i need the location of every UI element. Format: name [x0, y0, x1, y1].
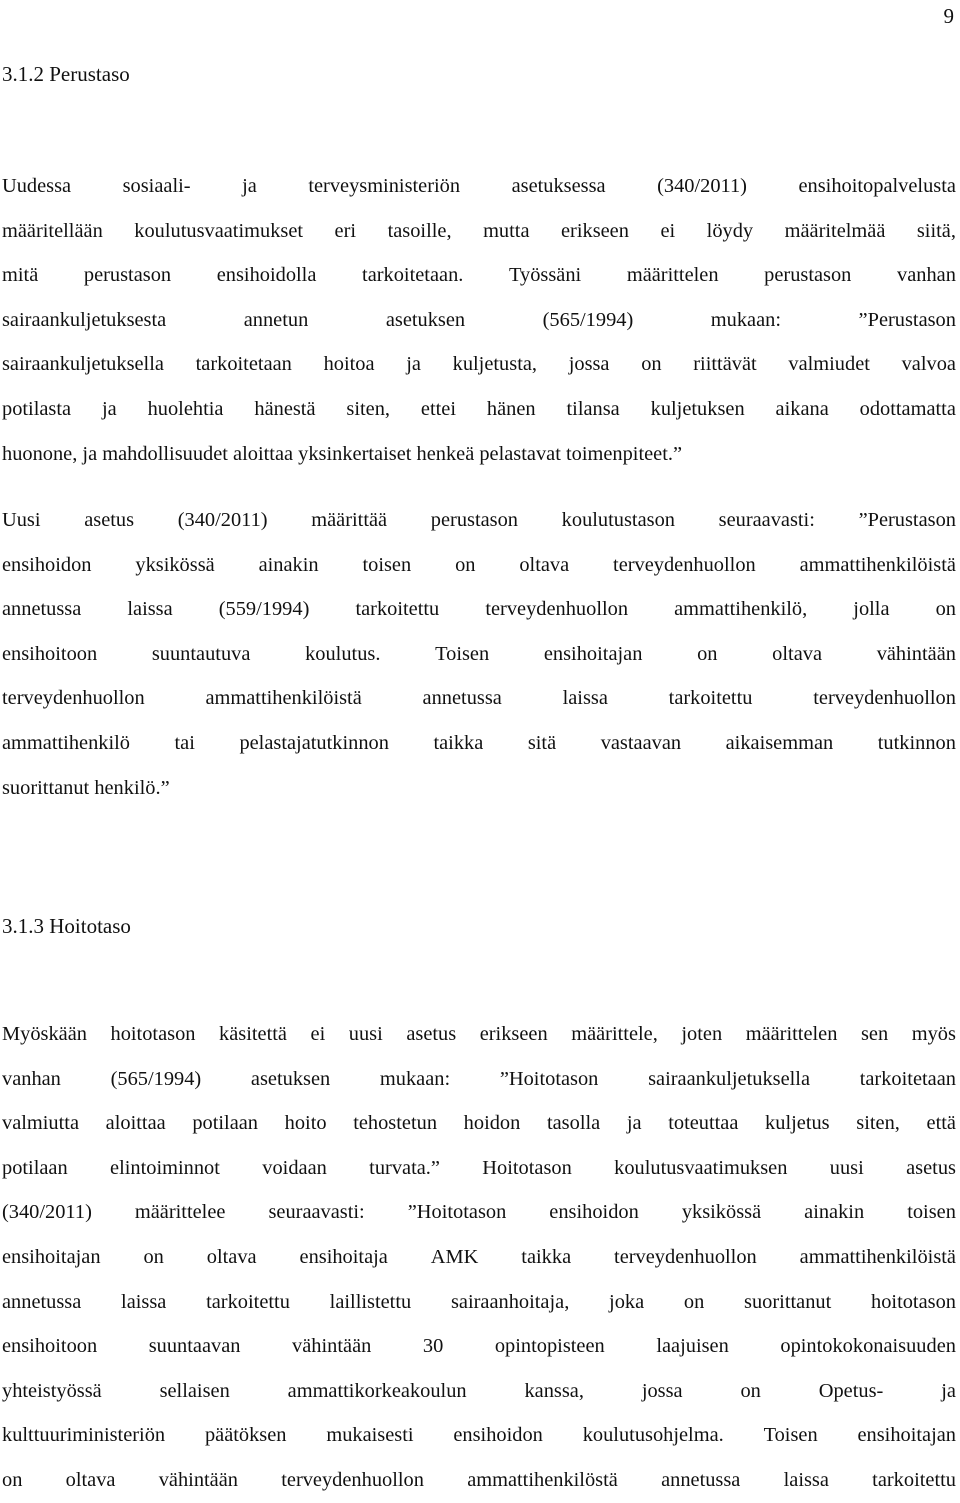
word: ainakin [258, 553, 319, 576]
text-line [2, 209, 956, 254]
word: sen [860, 1023, 889, 1045]
word: ”Perustason [858, 308, 956, 331]
word: oltava [772, 642, 822, 665]
word: vanhan [2, 1067, 61, 1090]
text-line [2, 164, 956, 209]
word: hoitotason [871, 1290, 956, 1313]
word: toisen [362, 553, 412, 576]
word: ensihoitajan [543, 642, 643, 665]
text-line: huonone, ja mahdollisuudet aloittaa yksinkertaiset henkeä pelastavat toimenpiteet.” [2, 442, 683, 465]
text-line [2, 1012, 956, 1057]
word: mukaan: [710, 308, 782, 331]
word: taikka [521, 1245, 572, 1268]
text-line [2, 587, 956, 632]
word: vähintään [158, 1468, 238, 1491]
word: koulutus. [305, 642, 381, 665]
paragraph-hoitotaso [2, 1012, 956, 1503]
word: hoitoa [323, 353, 375, 376]
word: laajuisen [656, 1335, 729, 1358]
word: hänen [486, 397, 536, 420]
word: sitä [527, 731, 557, 754]
word: ”Hoitotason [407, 1201, 507, 1224]
word: hoito [284, 1112, 327, 1135]
word: ja [406, 353, 421, 376]
word: asetuksen [250, 1067, 331, 1090]
word: suuntaavan [148, 1335, 241, 1358]
word: ei [660, 219, 676, 242]
word: terveysministeriön [308, 175, 461, 197]
word: tarkoitetaan [195, 353, 292, 376]
text-line [2, 1369, 956, 1414]
word: tarkoitetaan. [362, 264, 464, 287]
word: laissa [562, 687, 608, 710]
word: tai [174, 731, 195, 754]
word: ensihoitajan [2, 1245, 101, 1268]
text-line [2, 1057, 956, 1102]
word: vastaavan [600, 731, 682, 754]
word: Opetus- [818, 1379, 884, 1402]
word: sairaankuljetuksella [2, 353, 164, 376]
word: perustason [83, 264, 172, 287]
word: voidaan [262, 1156, 327, 1179]
word: ei [310, 1023, 326, 1045]
word: (340/2011) [657, 175, 747, 197]
word: ja [242, 175, 257, 197]
word: taikka [433, 731, 484, 754]
word: Toisen [435, 642, 490, 665]
word: hänestä [254, 397, 316, 420]
word: käsitettä [219, 1023, 287, 1045]
word: terveydenhuollon [2, 687, 145, 710]
word: kulttuuriministeriön [2, 1424, 166, 1447]
text-line [2, 676, 956, 721]
word: siten, [856, 1112, 900, 1135]
word: terveydenhuollon [614, 1245, 757, 1268]
text-line [2, 1413, 956, 1458]
word: ammattihenkilöstä [467, 1468, 618, 1491]
word: että [926, 1112, 956, 1135]
word: huolehtia [147, 397, 224, 420]
word: potilasta [2, 397, 72, 420]
word: odottamatta [859, 397, 956, 420]
word: sosiaali- [122, 175, 191, 197]
word: ensihoidon [453, 1424, 543, 1447]
word: joka [609, 1290, 645, 1313]
word: annetun [243, 308, 309, 331]
word: AMK [430, 1245, 479, 1268]
word: tarkoitettu [206, 1290, 290, 1313]
word: erikseen [561, 219, 629, 242]
word: määrittelen [626, 264, 719, 287]
word: on [641, 353, 662, 376]
text-line: suorittanut henkilö.” [2, 776, 170, 799]
word: terveydenhuollon [813, 687, 956, 710]
word: Myöskään [2, 1023, 87, 1045]
word: seuraavasti: [268, 1201, 365, 1224]
word: sellaisen [159, 1379, 230, 1402]
word: ainakin [804, 1201, 865, 1224]
word: tarkoitettu [668, 687, 753, 710]
word: (340/2011) [177, 509, 268, 531]
word: Työssäni [509, 264, 582, 287]
word: on [143, 1245, 164, 1268]
word: kuljetus [765, 1112, 830, 1135]
word: valmiudet [788, 353, 870, 376]
word: siten, [346, 397, 391, 420]
word: määrittää [311, 509, 388, 531]
text-line [2, 253, 956, 298]
word: valmiutta [2, 1112, 80, 1135]
word: joten [681, 1023, 723, 1045]
word: toteuttaa [668, 1112, 739, 1135]
word: ”Hoitotason [499, 1067, 599, 1090]
word: terveydenhuollon [485, 598, 629, 621]
word: vähintään [876, 642, 956, 665]
word: on [2, 1468, 23, 1491]
word: (565/1994) [110, 1067, 202, 1090]
paragraph-perustaso-training [2, 498, 956, 810]
word: suorittanut [744, 1290, 832, 1313]
word: asetuksessa [511, 175, 606, 197]
word: (340/2011) [2, 1201, 92, 1224]
word: ammattihenkilöistä [799, 1245, 956, 1268]
word: turvata.” [369, 1156, 440, 1179]
word: terveydenhuollon [613, 553, 756, 576]
text-line [2, 543, 956, 588]
word: jolla [853, 598, 890, 621]
word: annetussa [422, 687, 502, 710]
word: uusi [829, 1156, 864, 1179]
text-line [2, 1146, 956, 1191]
word: jossa [641, 1379, 683, 1402]
word: on [697, 642, 718, 665]
word: vanhan [897, 264, 956, 287]
word: ettei [420, 397, 457, 420]
word: opintopisteen [494, 1335, 605, 1358]
word: mitä [2, 264, 39, 287]
word: annetussa [2, 1290, 82, 1313]
word: hoidon [463, 1112, 521, 1135]
word: elintoiminnot [110, 1156, 220, 1179]
word: määritellään [2, 219, 103, 242]
word: myös [911, 1023, 956, 1045]
word: on [935, 598, 956, 621]
word: asetus [84, 509, 135, 531]
word: on [740, 1379, 761, 1402]
word: tasoille, [387, 219, 452, 242]
word: (559/1994) [218, 598, 310, 621]
text-line [2, 1280, 956, 1325]
word: ammattikorkeakoulun [287, 1379, 467, 1402]
word: ammattihenkilöistä [205, 687, 362, 710]
text-line [2, 498, 956, 543]
word: tarkoitettu [872, 1468, 956, 1491]
word: kanssa, [524, 1379, 584, 1402]
word: laissa [783, 1468, 829, 1491]
word: seuraavasti: [718, 509, 815, 531]
word: valvoa [901, 353, 956, 376]
text-line [2, 1101, 956, 1146]
word: ensihoidolla [216, 264, 317, 287]
word: tutkinnon [877, 731, 956, 754]
word: yksikössä [681, 1201, 762, 1224]
text-line [2, 342, 956, 387]
text-line [2, 632, 956, 677]
word: asetus [906, 1156, 956, 1179]
section-heading-hoitotaso: 3.1.3 Hoitotaso [2, 914, 131, 938]
word: ammattihenkilö [2, 731, 130, 754]
word: pelastajatutkinnon [239, 731, 389, 754]
word: koulutusvaatimukset [134, 219, 304, 242]
word: ja [941, 1379, 956, 1402]
word: määritelmää [784, 219, 886, 242]
word: kuljetuksen [650, 397, 745, 420]
word: tasolla [546, 1112, 601, 1135]
word: tarkoitettu [355, 598, 440, 621]
word: on [683, 1290, 705, 1313]
word: Hoitotason [482, 1156, 572, 1179]
text-line [2, 721, 956, 766]
word: toisen [907, 1201, 956, 1224]
word: vähintään [292, 1335, 372, 1358]
word: potilaan [2, 1156, 68, 1179]
word: ja [626, 1112, 642, 1135]
word: oltava [206, 1245, 257, 1268]
word: päätöksen [204, 1424, 287, 1447]
word: koulutusvaatimuksen [614, 1156, 788, 1179]
word: (565/1994) [542, 308, 634, 331]
text-line [2, 298, 956, 343]
word: määrittelen [745, 1023, 838, 1045]
word: perustason [430, 509, 518, 531]
text-line [2, 1190, 956, 1235]
word: jossa [568, 353, 610, 376]
word: hoitotason [110, 1023, 196, 1045]
word: kuljetusta, [452, 353, 538, 376]
word: siitä, [916, 219, 956, 242]
word: määrittelee [134, 1201, 226, 1224]
word: Uudessa [2, 175, 72, 197]
word: ensihoitaja [299, 1245, 388, 1268]
text-line [2, 387, 956, 432]
word: ensihoidon [2, 553, 92, 576]
word: aloittaa [105, 1112, 166, 1135]
word: eri [334, 219, 357, 242]
word: sairaanhoitaja, [450, 1290, 570, 1313]
word: ensihoitajan [857, 1424, 956, 1447]
word: mukaan: [379, 1067, 451, 1090]
word: tehostetun [353, 1112, 438, 1135]
word: terveydenhuollon [281, 1468, 424, 1491]
word: yhteistyössä [2, 1379, 102, 1402]
word: oltava [519, 553, 570, 576]
word: opintokokonaisuuden [780, 1335, 956, 1358]
word: 30 [422, 1335, 444, 1358]
word: oltava [65, 1468, 116, 1491]
word: sairaankuljetuksella [648, 1067, 811, 1090]
section-heading-perustaso: 3.1.2 Perustaso [2, 62, 130, 86]
word: aikana [775, 397, 829, 420]
word: annetussa [2, 598, 82, 621]
word: laissa [127, 598, 173, 621]
word: sairaankuljetuksesta [2, 308, 167, 331]
word: ja [101, 397, 117, 420]
paragraph-perustaso-definition [2, 164, 956, 476]
word: laissa [121, 1290, 167, 1313]
word: mukaisesti [326, 1424, 414, 1447]
word: ensihoitopalvelusta [798, 175, 956, 197]
word: koulutusohjelma. [582, 1424, 724, 1447]
word: ensihoitoon [2, 1335, 98, 1358]
word: ensihoidon [549, 1201, 639, 1224]
word: tilansa [566, 397, 620, 420]
word: asetus [406, 1023, 457, 1045]
word: potilaan [192, 1112, 258, 1135]
word: riittävät [693, 353, 757, 376]
text-line [2, 1235, 956, 1280]
word: ensihoitoon [2, 642, 98, 665]
word: perustason [764, 264, 852, 287]
word: tarkoitetaan [859, 1067, 956, 1090]
word: suuntautuva [151, 642, 251, 665]
word: ammattihenkilöistä [799, 553, 956, 576]
word: uusi [348, 1023, 383, 1045]
word: Uusi [2, 509, 41, 531]
page-number: 9 [943, 4, 954, 28]
word: löydy [706, 219, 754, 242]
word: laillistettu [329, 1290, 412, 1313]
text-line [2, 1324, 956, 1369]
word: ”Perustason [858, 509, 956, 531]
word: yksikössä [135, 553, 215, 576]
word: koulutustason [561, 509, 675, 531]
word: erikseen [479, 1023, 548, 1045]
word: Toisen [763, 1424, 818, 1447]
word: asetuksen [385, 308, 466, 331]
word: aikaisemman [725, 731, 834, 754]
word: ammattihenkilö, [674, 598, 808, 621]
word: on [455, 553, 476, 576]
word: määrittele, [571, 1023, 658, 1045]
word: annetussa [661, 1468, 741, 1491]
word: mutta [483, 219, 530, 242]
